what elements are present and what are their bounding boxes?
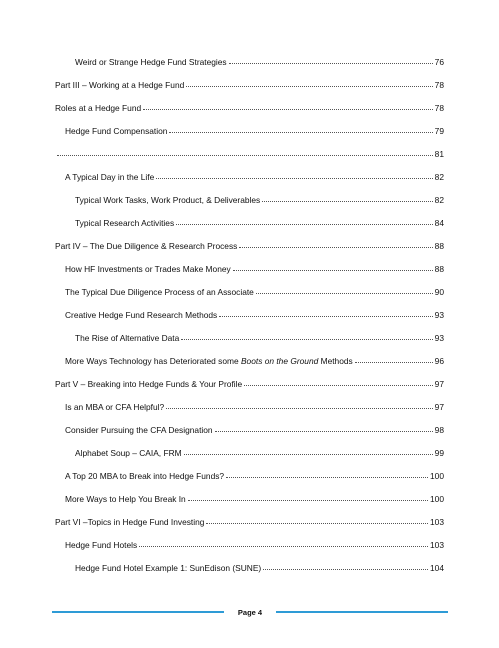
toc-entry[interactable]: [75, 444, 444, 458]
toc-entry-page: 97: [434, 402, 444, 412]
toc-entry-label: Hedge Fund Compensation: [65, 126, 168, 136]
toc-leader: [229, 63, 433, 64]
toc-leader: [256, 293, 433, 294]
toc-entry-label: Weird or Strange Hedge Fund Strategies: [75, 57, 227, 67]
toc-label-text: More Ways Technology has Deteriorated some: [65, 356, 241, 366]
toc-entry-page: 103: [430, 517, 444, 527]
toc-entry[interactable]: [55, 375, 444, 389]
toc-entry[interactable]: [65, 490, 444, 504]
toc-leader: [355, 362, 433, 363]
toc-entry[interactable]: [75, 214, 444, 228]
toc-entry-page: 103: [430, 540, 444, 550]
toc-entry-page: 96: [434, 356, 444, 366]
toc-label-text: Methods: [318, 356, 353, 366]
toc-entry-page: 84: [434, 218, 444, 228]
footer-rule-right: [276, 611, 448, 613]
toc-entry-page: 81: [434, 149, 444, 159]
toc-label-italic: Boots on the Ground: [240, 356, 319, 366]
toc-entry[interactable]: [65, 168, 444, 182]
toc-leader: [169, 132, 432, 133]
toc-entry-page: 100: [430, 494, 444, 504]
toc-entry-page: 82: [434, 195, 444, 205]
toc-leader: [226, 477, 428, 478]
toc-entry-page: 79: [434, 126, 444, 136]
toc-entry-page: 78: [434, 103, 444, 113]
toc-entry-label: The Typical Due Diligence Process of an Associate: [65, 287, 254, 297]
toc-entry-page: 97: [434, 379, 444, 389]
toc-leader: [184, 454, 433, 455]
toc-entry[interactable]: [55, 99, 444, 113]
toc-entry[interactable]: [65, 352, 444, 366]
toc-entry-page: 99: [434, 448, 444, 458]
toc-entry-label: Part IV – The Due Diligence & Research Process: [55, 241, 238, 251]
toc-leader: [215, 431, 433, 432]
toc-entry-page: 100: [430, 471, 444, 481]
toc-leader: [206, 523, 428, 524]
toc-entry[interactable]: [65, 122, 444, 136]
toc-entry-label: Hedge Fund Hotel Example 1: SunEdison (SUNE): [75, 563, 262, 573]
toc-entry-page: 93: [434, 310, 444, 320]
toc-entry-label: [65, 356, 353, 366]
toc-leader: [188, 500, 428, 501]
toc-entry-page: 90: [434, 287, 444, 297]
toc-entry-label: A Typical Day in the Life: [65, 172, 155, 182]
toc-leader: [143, 109, 433, 110]
toc-entry-label: Roles at a Hedge Fund: [55, 103, 142, 113]
toc-entry-label: Consider Pursuing the CFA Designation: [65, 425, 213, 435]
toc-leader: [176, 224, 433, 225]
toc-entry-label: How HF Investments or Trades Make Money: [65, 264, 231, 274]
toc-leader: [239, 247, 432, 248]
toc-entry-page: 78: [434, 80, 444, 90]
footer-rule-left: [52, 611, 224, 613]
page-number: Page 4: [237, 607, 263, 617]
toc-entry-label: Hedge Fund Hotels: [65, 540, 138, 550]
toc-entry[interactable]: [55, 76, 444, 90]
toc-entry-page: 88: [434, 241, 444, 251]
toc-entry[interactable]: [75, 53, 444, 67]
toc-entry-page: 88: [434, 264, 444, 274]
toc-entry[interactable]: [65, 467, 444, 481]
toc-leader: [57, 155, 433, 156]
toc-entry-label: Part III – Working at a Hedge Fund: [55, 80, 185, 90]
toc-leader: [166, 408, 433, 409]
toc-entry[interactable]: [55, 237, 444, 251]
toc-entry[interactable]: [65, 536, 444, 550]
toc-entry-label: Creative Hedge Fund Research Methods: [65, 310, 218, 320]
toc-entry[interactable]: [55, 513, 444, 527]
toc-leader: [233, 270, 433, 271]
toc-entry-label: Is an MBA or CFA Helpful?: [65, 402, 165, 412]
toc-leader: [219, 316, 432, 317]
toc-entry-label: The Rise of Alternative Data: [75, 333, 180, 343]
toc-leader: [263, 569, 428, 570]
toc-entry-label: Part VI –Topics in Hedge Fund Investing: [55, 517, 205, 527]
toc-entry[interactable]: [65, 283, 444, 297]
toc-entry-label: A Top 20 MBA to Break into Hedge Funds?: [65, 471, 225, 481]
toc-entry[interactable]: [65, 260, 444, 274]
toc-leader: [186, 86, 432, 87]
toc-entry[interactable]: [65, 398, 444, 412]
toc-leader: [181, 339, 432, 340]
toc-leader: [156, 178, 432, 179]
toc-entry[interactable]: [75, 329, 444, 343]
toc-entry-page: 76: [434, 57, 444, 67]
toc-entry-label: Part V – Breaking into Hedge Funds & Your Profile: [55, 379, 243, 389]
toc-entry[interactable]: [75, 559, 444, 573]
toc-entry-label: Alphabet Soup – CAIA, FRM: [75, 448, 182, 458]
toc-entry-page: 98: [434, 425, 444, 435]
toc-entry[interactable]: [65, 421, 444, 435]
toc-entry-label: More Ways to Help You Break In: [65, 494, 186, 504]
toc-leader: [262, 201, 432, 202]
toc-entry[interactable]: [55, 145, 444, 159]
toc-entry-label: Typical Work Tasks, Work Product, & Deliverables: [75, 195, 261, 205]
toc-entry[interactable]: [65, 306, 444, 320]
toc-leader: [244, 385, 433, 386]
toc-entry-page: 93: [434, 333, 444, 343]
toc-entry[interactable]: [75, 191, 444, 205]
toc-leader: [139, 546, 428, 547]
toc-entry-label: Typical Research Activities: [75, 218, 175, 228]
toc-entry-page: 104: [430, 563, 444, 573]
toc-entry-page: 82: [434, 172, 444, 182]
page-footer: [52, 605, 448, 619]
